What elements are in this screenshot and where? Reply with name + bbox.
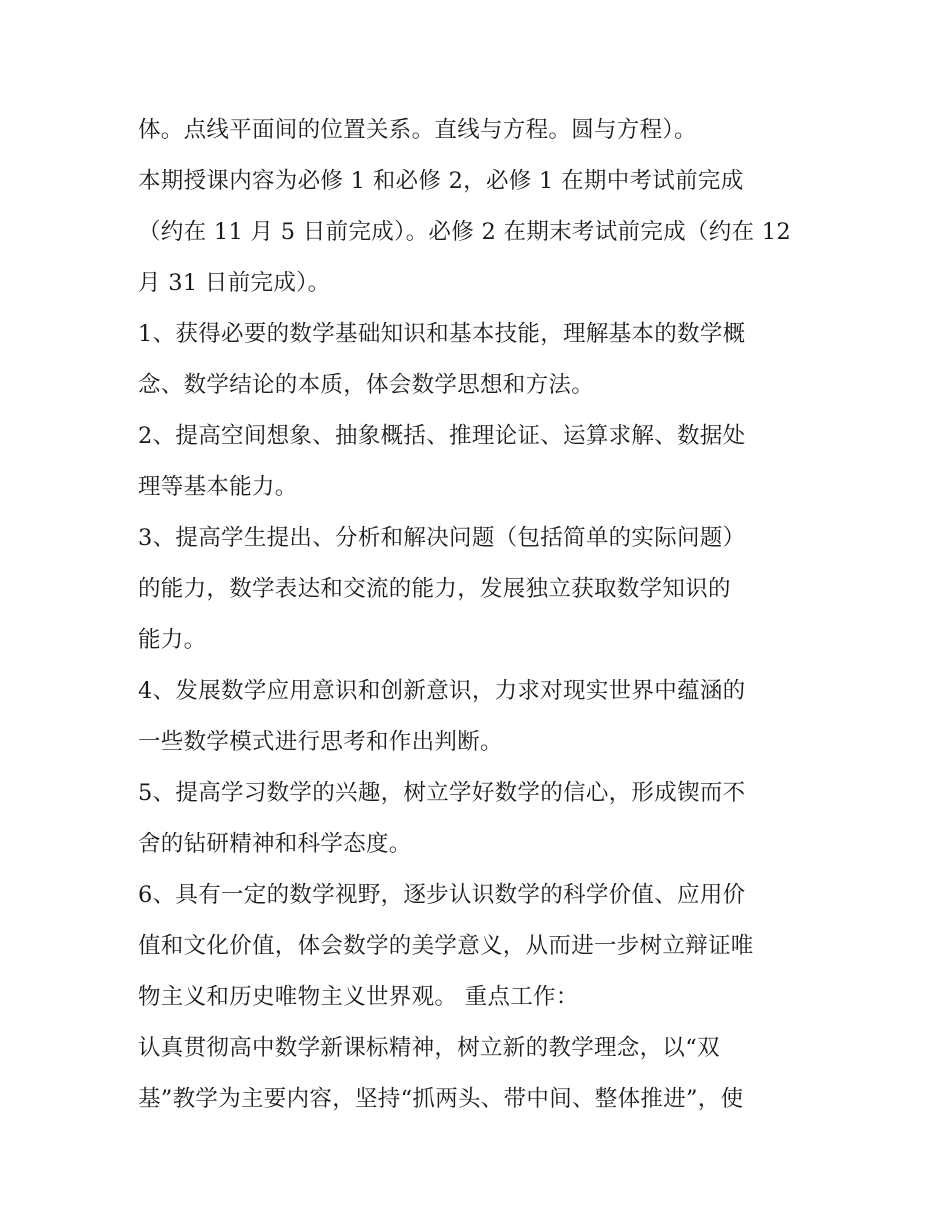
text-line: 的能力，数学表达和交流的能力，发展独立获取数学知识的 (138, 576, 731, 602)
text-line: 一些数学模式进行思考和作出判断。 (138, 729, 503, 755)
text-line: 基”教学为主要内容，坚持“抓两头、带中间、整体推进”，使 (138, 1086, 744, 1112)
text-line: 6、具有一定的数学视野，逐步认识数学的科学价值、应用价 (138, 882, 746, 908)
text-line: 物主义和历史唯物主义世界观。 重点工作： (138, 984, 579, 1010)
text-line: 舍的钻研精神和科学态度。 (138, 831, 412, 857)
text-line: 认真贯彻高中数学新课标精神，树立新的教学理念，以“双 (138, 1035, 720, 1061)
text-line: 4、发展数学应用意识和创新意识，力求对现实世界中蕴涵的 (138, 678, 746, 704)
text-line: 2、提高空间想象、抽象概括、推理论证、运算求解、数据处 (138, 423, 746, 449)
text-line: 体。点线平面间的位置关系。直线与方程。圆与方程）。 (138, 117, 697, 143)
document-body (138, 105, 818, 1125)
text-line: 5、提高学习数学的兴趣，树立学好数学的信心，形成锲而不 (138, 780, 746, 806)
text-line: 本期授课内容为必修 1 和必修 2，必修 1 在期中考试前完成 (138, 168, 744, 194)
text-line: 月 31 日前完成）。 (138, 270, 331, 296)
text-line: 1、获得必要的数学基础知识和基本技能，理解基本的数学概 (138, 321, 746, 347)
text-line: （约在 11 月 5 日前完成）。必修 2 在期末考试前完成（约在 12 (138, 219, 792, 245)
text-line: 理等基本能力。 (138, 474, 298, 500)
text-line: 能力。 (138, 627, 207, 653)
text-line: 念、数学结论的本质，体会数学思想和方法。 (138, 372, 595, 398)
text-line: 值和文化价值，体会数学的美学意义，从而进一步树立辩证唯 (138, 933, 754, 959)
text-line: 3、提高学生提出、分析和解决问题（包括简单的实际问题） (138, 525, 746, 551)
